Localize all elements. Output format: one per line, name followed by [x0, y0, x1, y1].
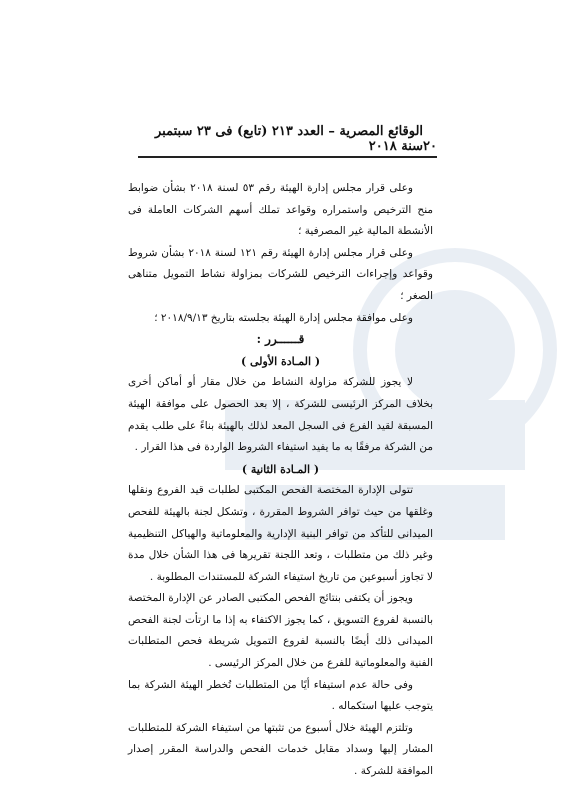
page-number: ٢٠ — [423, 139, 437, 154]
preamble-paragraph: وعلى قرار مجلس إدارة الهيئة رقم ٥٣ لسنة ٢٠١٨ بشأن ضوابط منح الترخيص واستمراره وقواعد تملك أسهم الشركات العاملة فى الأنشطة المالية غير المصرفية ؛ — [128, 182, 433, 238]
document-body — [128, 178, 433, 783]
article1-paragraph: لا يجوز للشركة مزاولة النشاط من خلال مقار أو أماكن أخرى بخلاف المركز الرئيسى للشركة ، إلا بعد الحصول على موافقة الهيئة المسبقة لقيد الفرع فى السجل المعد لذلك بالهيئة بناءً على طلب يقدم من الشركة مرفقًا به ما يفيد استيفاء الشروط الواردة فى هذا القرار . — [128, 376, 433, 454]
preamble-paragraph: وعلى موافقة مجلس إدارة الهيئة بجلسته بتاريخ ٢٠١٨/٩/١٣ ؛ — [154, 311, 413, 324]
gazette-title: الوقائع المصرية – العدد ٢١٣ (تابع) فى ٢٣ سبتمبر سنة ٢٠١٨ — [154, 124, 424, 154]
preamble-paragraph: وعلى قرار مجلس إدارة الهيئة رقم ١٢١ لسنة ٢٠١٨ بشأن شروط وقواعد وإجراءات الترخيص للشركات بمزاولة نشاط التمويل متناهى الصغر ؛ — [128, 246, 433, 302]
article2-paragraph: وتلتزم الهيئة خلال أسبوع من تثبتها من استيفاء الشركة للمتطلبات المشار إليها وسداد مقابل خدمات الفحص والدراسة المقرر إصدار الموافقة للشركة . — [128, 721, 433, 778]
article2-heading: ( المـادة الثانية ) — [241, 462, 320, 476]
article2-paragraph: ويجوز أن يكتفى بنتائج الفحص المكتبى الصادر عن الإدارة المختصة بالنسبة لفروع التسويق ، كما يجوز الاكتفاء به إذا ما ارتأت لجنة الفحص الميدانى ذلك أيضًا بالنسبة لفروع التمويل شريطة فحص المتطلبات الفنية والمعلوماتية للفرع من خلال المركز الرئيسى . — [128, 592, 433, 670]
article2-paragraph: تتولى الإدارة المختصة الفحص المكتبى لطلبات قيد الفروع ونقلها وغلقها من حيث توافر الشروط المقررة ، وتشكل لجنة بالهيئة للفحص الميدانى للتأكد من توافر البنية الإدارية والمعلوماتية والهياكل التنظيمية وغير ذلك من متطلبات ، وتعد اللجنة تقريرها فى هذا الشأن خلال مدة لا تجاوز أسبوعين من تاريخ استيفاء الشركة للمستندات المطلوبة . — [128, 484, 433, 583]
article2-paragraph: وفى حالة عدم استيفاء أيًا من المتطلبات تُخطر الهيئة الشركة بما يتوجب عليها استكماله . — [128, 678, 433, 713]
article1-heading: ( المـادة الأولى ) — [240, 354, 321, 368]
page-header — [138, 124, 437, 158]
decision-heading: قــــــرر : — [256, 332, 305, 347]
